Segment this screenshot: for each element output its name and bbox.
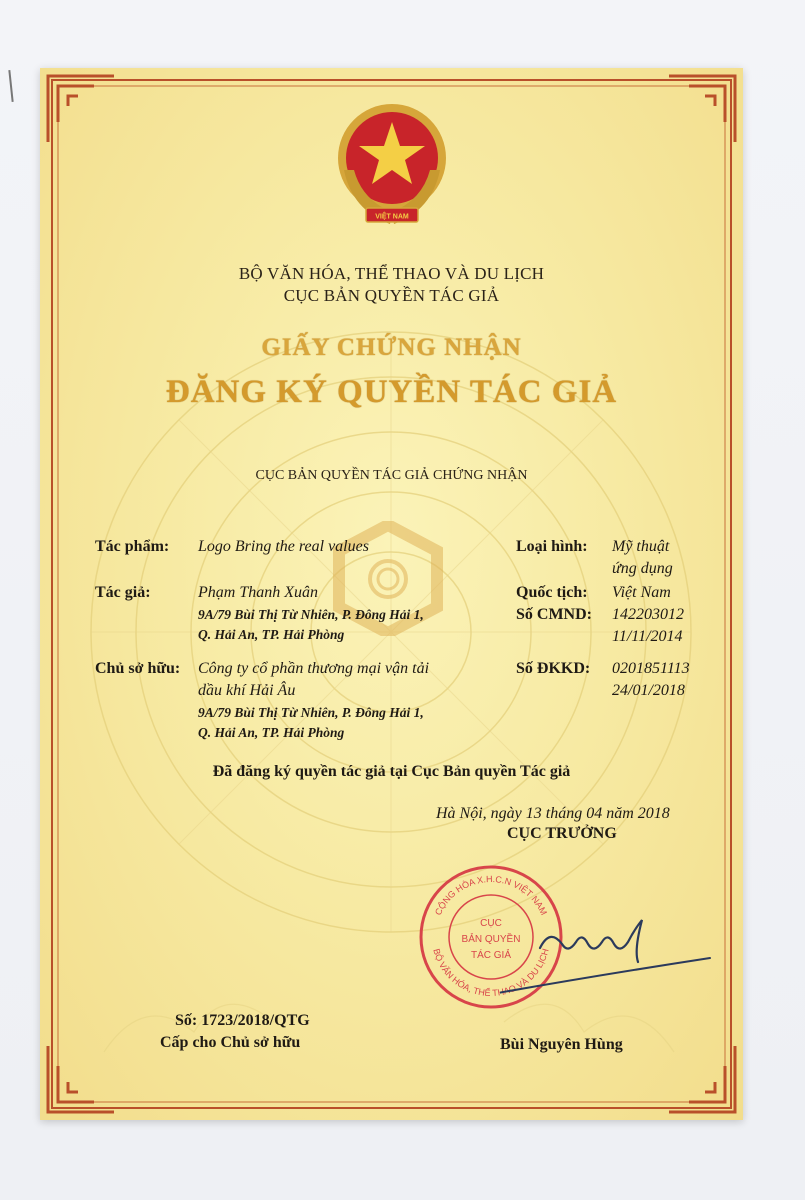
business-reg-date: 24/01/2018 [612,682,685,699]
business-reg-label: Số ĐKKD: [516,660,591,677]
department-name: CỤC BẢN QUYỀN TÁC GIẢ [283,286,500,305]
type-value-line2: ứng dụng [612,560,673,577]
owner-label: Chủ sở hữu: [95,660,181,677]
seal-ring-top: CỘNG HÒA X.H.C.N VIỆT NAM [432,873,550,917]
certifies-line: CỤC BẢN QUYỀN TÁC GIẢ CHỨNG NHẬN [255,468,528,483]
nationality-label: Quốc tịch: [516,584,588,601]
author-label: Tác giả: [95,584,151,601]
seal-center-line1: CỤC [480,918,502,929]
business-reg-number: 0201851113 [612,660,690,677]
seal-center-line2: BẢN QUYỀN [461,934,521,945]
type-value-line1: Mỹ thuật [612,538,670,555]
nationality-value: Việt Nam [612,584,671,601]
author-name: Phạm Thanh Xuân [198,584,318,601]
id-label: Số CMND: [516,606,592,623]
type-label: Loại hình: [516,538,588,555]
registered-statement: Đã đăng ký quyền tác giả tại Cục Bản quyền Tác giả [212,763,571,780]
work-label: Tác phẩm: [95,538,170,555]
emblem-label: VIỆT NAM [375,213,409,221]
issued-to: Cấp cho Chủ sở hữu [160,1034,301,1051]
pencil-mark [8,70,13,102]
signer-title: CỤC TRƯỞNG [507,825,617,842]
certificate-title: GIẤY CHỨNG NHẬN [261,334,522,361]
id-number: 142203012 [612,606,684,623]
author-address-line1: 9A/79 Bùi Thị Từ Nhiên, P. Đông Hải 1, [198,607,424,622]
certificate-subtitle: ĐĂNG KÝ QUYỀN TÁC GIẢ [165,374,618,410]
owner-address-line2: Q. Hải An, TP. Hải Phòng [198,725,345,740]
owner-name-line1: Công ty cổ phần thương mại vận tải [198,660,430,677]
certificate-sheet [40,68,743,1120]
certificate-number: Số: 1723/2018/QTG [175,1012,310,1029]
signature-icon [500,898,720,1008]
national-emblem-icon [332,100,452,235]
owner-name-line2: dầu khí Hải Âu [198,682,296,699]
work-value: Logo Bring the real values [198,538,369,555]
author-address-line2: Q. Hải An, TP. Hải Phòng [198,627,345,642]
signer-name: Bùi Nguyên Hùng [500,1036,623,1053]
place-date: Hà Nội, ngày 13 tháng 04 năm 2018 [436,805,670,822]
id-date: 11/11/2014 [612,628,683,645]
owner-address-line1: 9A/79 Bùi Thị Từ Nhiên, P. Đông Hải 1, [198,705,424,720]
seal-center-line3: TÁC GIẢ [470,950,512,961]
seal-ring-bottom: BỘ VĂN HÓA, THỂ THAO VÀ DU LỊCH [431,947,551,999]
ministry-name: BỘ VĂN HÓA, THỂ THAO VÀ DU LỊCH [238,264,545,283]
